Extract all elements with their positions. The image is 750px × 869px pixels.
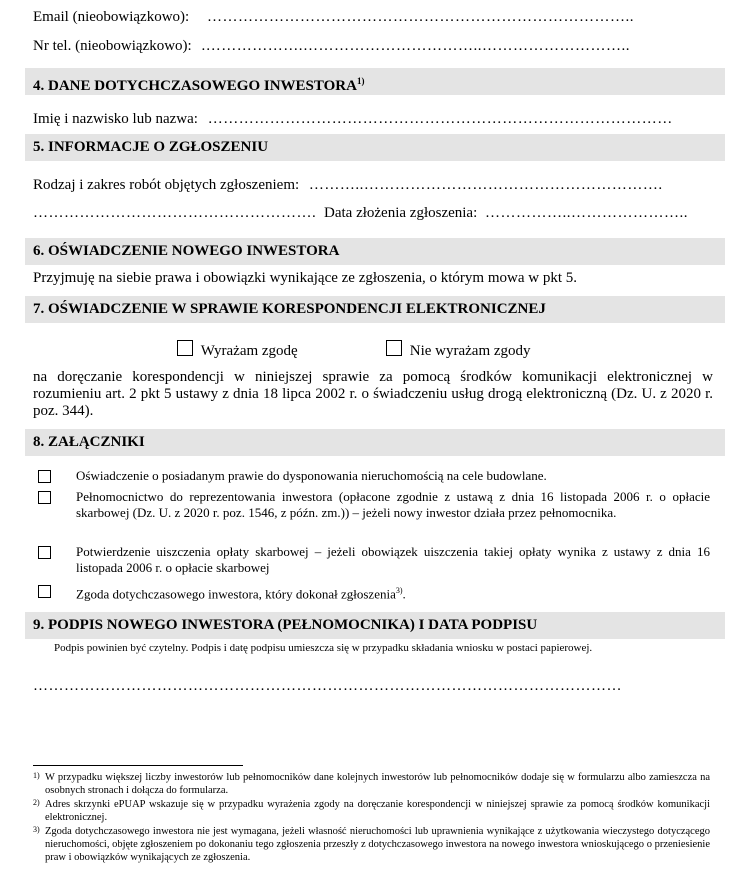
- footnote-3: [33, 825, 710, 865]
- signature-note: Podpis powinien być czytelny. Podpis i datę podpisu umieszcza się w przypadku składania wniosku w postaci papierowej.: [54, 642, 593, 654]
- previous-investor-line: [33, 110, 709, 128]
- phone-line: [33, 37, 709, 55]
- section-8-heading: 8. ZAŁĄCZNIKI: [25, 429, 725, 456]
- section-4-heading: 4. DANE DOTYCHCZASOWEGO INWESTORA$^{1)}$: [25, 68, 725, 95]
- scope-label: Rodzaj i zakres robót objętych zgłoszeniem:: [33, 177, 300, 193]
- footnote-text: W przypadku większej liczby inwestorów lub pełnomocników dane kolejnych inwestorów lub pełnomocników dodaje się w formularzu albo zamieszcza na osobnych stronach i dołącza do formularza.: [45, 772, 710, 796]
- new-investor-statement: Przyjmuję na siebie prawa i obowiązki wynikające ze zgłoszenia, o którym mowa w pkt 5.: [33, 270, 577, 286]
- no-consent-label: Nie wyrażam zgody: [409, 343, 531, 359]
- footnote-text: Adres skrzynki ePUAP wskazuje się w przypadku wyrażenia zgody na doręczanie korespondencji w niniejszej sprawie za pomocą środków komunikacji elektronicznej.: [45, 799, 710, 823]
- attachment-label-1: Oświadczenie o posiadanym prawie do dysponowania nieruchomością na cele budowlane.: [76, 468, 547, 483]
- section-9-heading: 9. PODPIS NOWEGO INWESTORA (PEŁNOMOCNIKA) I DATA PODPISU: [25, 612, 725, 639]
- attachment-checkbox-1[interactable]: [38, 470, 51, 483]
- footnote-ref-1: 1): [356, 76, 365, 86]
- footnote-1: [33, 771, 710, 797]
- footnote-2: [33, 798, 710, 824]
- attachment-checkbox-4[interactable]: [38, 585, 51, 598]
- footnote-number: 1): [33, 771, 40, 780]
- scope-field-continued[interactable]: ……………………………………………….: [33, 205, 317, 221]
- attachment-label-3: Potwierdzenie uiszczenia opłaty skarbowej – jeżeli obowiązek uiszczenia takiej opłaty wynika z ustawy z dnia 16 listopada 2006 r. o opłacie skarbowej: [76, 544, 710, 575]
- scope-field[interactable]: ………..………………………………………………….: [308, 177, 663, 193]
- no-consent-option[interactable]: [386, 340, 531, 360]
- email-field[interactable]: ………………………………………………………………………..: [206, 9, 634, 25]
- attachment-checkbox-2[interactable]: [38, 491, 51, 504]
- phone-label: Nr tel. (nieobowiązkowo):: [33, 38, 192, 54]
- section-6-heading: 6. OŚWIADCZENIE NOWEGO INWESTORA: [25, 238, 725, 265]
- attachment-label-4: Zgoda dotychczasowego inwestora, który dokonał zgłoszenia$^{3)}$.: [76, 586, 406, 602]
- previous-investor-label: Imię i nazwisko lub nazwa:: [33, 111, 198, 127]
- signature-line: [33, 677, 709, 695]
- footnote-number: 2): [33, 798, 40, 807]
- attachment-label-2: Pełnomocnictwo do reprezentowania inwestora (opłacone zgodnie z ustawą z dnia 16 listopada 2006 r. o opłacie skarbowej (Dz. U. z 2020 r. poz. 1546, z późn. zm.)) – jeżeli nowy inwestor działa przez pełnomocnika.: [76, 489, 710, 520]
- footnote-ref-3: 3): [395, 586, 403, 595]
- email-label: Email (nieobowiązkowo):: [33, 9, 190, 25]
- footnote-text: Zgoda dotychczasowego inwestora nie jest wymagana, jeżeli własność nieruchomości lub uprawnienia wynikające z użytkowania wieczystego dotyczącego nieruchomości, objęte zgłoszeniem po dokonaniu tego zgłoszenia przeszły z dotychczasowego inwestora na nowego inwestora wnioskującego o przeniesienie praw i obowiązków wynikających ze zgłoszenia.: [45, 826, 710, 863]
- consent-label: Wyrażam zgodę: [200, 343, 298, 359]
- scope-line: [33, 176, 709, 194]
- consent-checkbox[interactable]: [177, 340, 193, 356]
- submission-date-label: Data złożenia zgłoszenia:: [324, 205, 478, 221]
- phone-field[interactable]: .……………….……………………………..………………………..: [201, 38, 630, 54]
- section-7-heading: 7. OŚWIADCZENIE W SPRAWIE KORESPONDENCJI ELEKTRONICZNEJ: [25, 296, 725, 323]
- submission-date-field[interactable]: ……………..…………………..: [485, 205, 689, 221]
- attachment-item: [38, 489, 710, 539]
- signature-field[interactable]: ……………………………………………………………………………………………………: [33, 678, 622, 694]
- footnote-separator: [33, 765, 243, 766]
- attachment-item: [38, 583, 710, 601]
- electronic-correspondence-text: na doręczanie korespondencji w niniejszej sprawie za pomocą środków komunikacji elektronicznej w rozumieniu art. 2 pkt 5 ustawy z dnia 18 lipca 2002 r. o świadczeniu usług drogą elektroniczną (Dz. U. z 2020 r. poz. 344).: [33, 369, 713, 419]
- attachment-item: [38, 544, 710, 578]
- email-line: [33, 8, 709, 26]
- footnote-number: 3): [33, 825, 40, 834]
- previous-investor-field[interactable]: ………………………………………………………………………………: [207, 111, 673, 127]
- submission-date-line: [33, 204, 709, 222]
- attachment-checkbox-3[interactable]: [38, 546, 51, 559]
- no-consent-checkbox[interactable]: [386, 340, 402, 356]
- consent-option[interactable]: [177, 340, 298, 360]
- section-5-heading: 5. INFORMACJE O ZGŁOSZENIU: [25, 134, 725, 161]
- attachment-item: [38, 468, 710, 486]
